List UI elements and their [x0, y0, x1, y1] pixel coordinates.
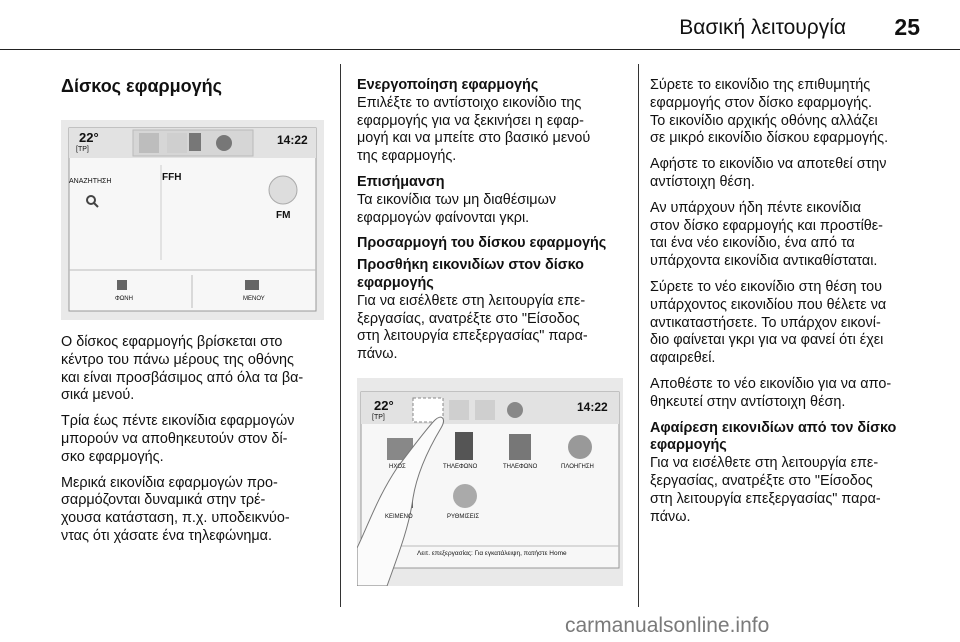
column-3-text	[650, 77, 950, 534]
paragraph: Μερικά εικονίδια εφαρμογών προ- σαρμόζονται δυναμικά στην τρέ- χουσα κατάσταση, π.χ. υποδεικνύο- ντας ότι χάσατε ένα τηλεφώνημα.	[61, 474, 290, 544]
paragraph: Σύρετε το εικονίδιο της επιθυμητής εφαρμογής στον δίσκο εφαρμογής. Το εικονίδιο αρχικής οθόνης αλλάζει σε μικρό εικονίδιο δίσκου εφαρμογής.	[650, 77, 889, 147]
paragraph: Αφήστε το εικονίδιο να αποτεθεί στην αντίστοιχη θέση.	[650, 156, 887, 190]
subheading: Προσθήκη εικονιδίων στον δίσκο εφαρμογής	[357, 257, 584, 291]
screenshot-app-tray	[61, 120, 324, 320]
radio-icon	[269, 176, 297, 204]
station-name: FFH	[162, 172, 182, 183]
app-label-text: ΚΕΙΜΕΝΟ	[385, 514, 413, 520]
tp-indicator: [TP]	[76, 146, 89, 153]
watermark: carmanualsonline.info	[565, 614, 770, 637]
paragraph: Επιλέξτε το αντίστοιχο εικονίδιο της εφαρμογής για να ξεκινήσει η εφαρ- μογή και να μπείτε στο βασικό μενού της εφαρμογής.	[357, 94, 591, 165]
phone-app-icon[interactable]	[509, 434, 531, 460]
app-label-phone: ΤΗΛΕΦΩΝΟ	[443, 464, 478, 470]
paragraph: Τρία έως πέντε εικονίδια εφαρμογών μπορούν να αποθηκευτούν στον δί- σκο εφαρμογής.	[61, 413, 295, 465]
app-label-audio: ΗΧΟΣ	[389, 464, 406, 470]
paragraph: Ο δίσκος εφαρμογής βρίσκεται στο κέντρο του πάνω μέρους της οθόνης και είναι προσβάσιμος από όλα τα βα- σικά μενού.	[61, 334, 304, 404]
music-icon	[449, 400, 469, 420]
running-header-title: Βασική λειτουργία	[679, 16, 846, 39]
app-label-settings: ΡΥΘΜΙΣΕΙΣ	[447, 514, 480, 520]
phone-tray-icon	[189, 133, 201, 151]
app-label-navigation: ΠΛΟΗΓΗΣΗ	[561, 464, 594, 470]
clock: 14:22	[277, 133, 308, 147]
subheading: Ενεργοποίηση εφαρμογής	[357, 77, 539, 93]
clock: 14:22	[577, 400, 608, 414]
paragraph: Για να εισέλθετε στη λειτουργία επε- ξεργασίας, ανατρέξτε στο "Είσοδος στη λειτουργία επεξεργασίας" παρα- πάνω.	[650, 455, 881, 525]
info-icon	[216, 135, 232, 151]
note-text: Τα εικονίδια των μη διαθέσιμων εφαρμογών φαίνονται γκρι.	[357, 191, 557, 226]
page-number: 25	[894, 14, 920, 40]
screenshot-edit-mode	[357, 378, 623, 586]
band-label: FM	[276, 210, 291, 221]
menu-label[interactable]: ΜΕΝΟΥ	[243, 296, 265, 302]
phone-icon	[475, 400, 495, 420]
app-label-phone: ΤΗΛΕΦΩΝΟ	[503, 464, 538, 470]
settings-gear-icon[interactable]	[453, 484, 477, 508]
paragraph: Σύρετε το νέο εικονίδιο στη θέση του υπάρχοντος εικονιδίου που θέλετε να αντικαταστήσετε. Το υπάρχον εικονί- διο φαίνεται γκρι για να φανεί ότι έχει αφαιρεθεί.	[650, 278, 887, 367]
tp-indicator: [TP]	[372, 414, 385, 421]
voice-label[interactable]: ΦΩΝΗ	[115, 296, 133, 302]
section-heading: Δίσκος εφαρμογής	[61, 76, 223, 96]
search-label[interactable]: ΑΝΑΖΗΤΗΣΗ	[69, 178, 112, 185]
navigation-app-icon[interactable]	[568, 435, 592, 459]
voice-icon	[117, 280, 127, 290]
phone-icon	[167, 133, 187, 153]
info-icon	[507, 402, 523, 418]
subheading: Προσαρμογή του δίσκου εφαρμογής	[357, 235, 607, 252]
column-divider	[340, 64, 341, 607]
menu-icon	[245, 280, 259, 290]
temperature-readout: 22°	[374, 398, 394, 413]
column-2-text	[357, 77, 633, 372]
paragraph: Για να εισέλθετε στη λειτουργία επε- ξεργασίας, ανατρέξτε στο "Είσοδος στη λειτουργία επεξεργασίας" παρα- πάνω.	[357, 292, 588, 363]
music-icon	[139, 133, 159, 153]
note-title: Επισήμανση	[357, 173, 445, 190]
header-rule	[0, 49, 960, 50]
paragraph: Αποθέστε το νέο εικονίδιο για να απο- θηκευτεί στην αντίστοιχη θέση.	[650, 375, 892, 410]
phone-app-icon[interactable]	[455, 432, 473, 460]
temperature-readout: 22°	[79, 130, 99, 145]
subheading: Αφαίρεση εικονιδίων από τον δίσκο εφαρμογής	[650, 419, 897, 454]
paragraph: Αν υπάρχουν ήδη πέντε εικονίδια στον δίσκο εφαρμογής και προστίθε- ται ένα νέο εικονίδιο, ένα από τα υπάρχοντα εικονίδια αντικαθίσταται.	[650, 199, 883, 270]
column-1-text	[61, 334, 333, 554]
column-divider	[638, 64, 639, 607]
edit-mode-status: Λειτ. επεξεργασίας: Για εγκατάλειψη, πατήστε Home	[417, 550, 567, 557]
